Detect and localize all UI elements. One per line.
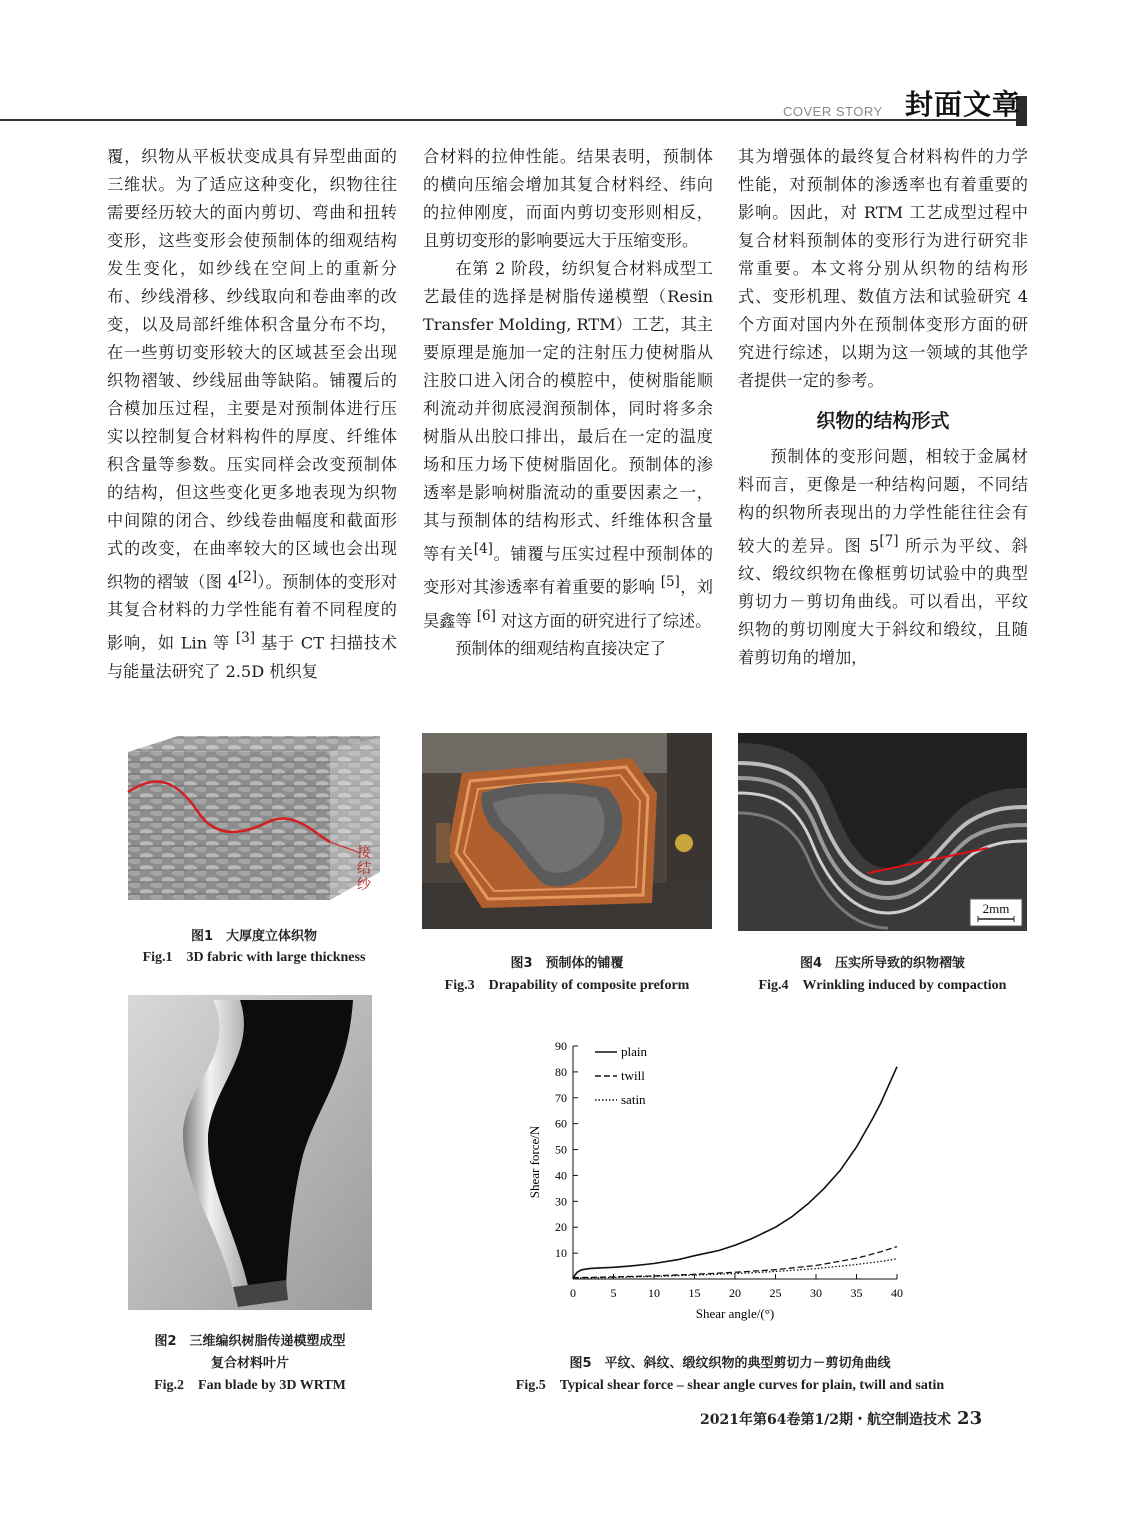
legend-label-satin: satin bbox=[621, 1092, 646, 1107]
y-tick-label: 40 bbox=[555, 1168, 567, 1183]
citation: [6] bbox=[476, 607, 496, 624]
y-tick-label: 60 bbox=[555, 1116, 567, 1131]
citation: [4] bbox=[473, 541, 493, 557]
figure-3-image bbox=[422, 733, 712, 929]
fig2-caption-cn-2: 复合材料叶片 bbox=[210, 1356, 289, 1371]
fig2-caption-cn-1: 图2 三维编织树脂传递模塑成型 bbox=[154, 1334, 346, 1349]
figure-2-image bbox=[128, 995, 372, 1310]
y-tick-label: 10 bbox=[555, 1246, 567, 1261]
x-tick-label: 5 bbox=[610, 1286, 617, 1300]
header-section-en: COVER STORY bbox=[783, 104, 883, 119]
legend-label-twill: twill bbox=[621, 1068, 645, 1083]
page-number: 23 bbox=[957, 1408, 983, 1429]
fig1-caption-cn: 图1 大厚度立体织物 bbox=[190, 929, 318, 944]
y-tick-label: 50 bbox=[555, 1142, 567, 1157]
x-tick-label: 10 bbox=[648, 1286, 660, 1300]
fig3-caption-en: Fig.3 Drapability of composite preform bbox=[444, 978, 690, 993]
fig4-scale-label: 2mm bbox=[982, 901, 1010, 916]
figure-1-image bbox=[118, 732, 390, 910]
x-tick-label: 35 bbox=[850, 1286, 863, 1300]
col2-paragraph-1: 合材料的拉伸性能。结果表明，预制体的横向压缩会增加其复合材料经、纬向的拉伸刚度，而面内剪切变形则相反，且剪切变形的影响要远大于压缩变形。 bbox=[423, 147, 713, 250]
x-tick-label: 25 bbox=[769, 1286, 782, 1300]
y-tick-label: 90 bbox=[555, 1039, 567, 1053]
x-tick-label: 20 bbox=[729, 1286, 741, 1300]
section-heading: 织物的结构形式 bbox=[816, 410, 950, 432]
x-axis-label: Shear angle/(°) bbox=[695, 1306, 775, 1321]
citation: [7] bbox=[879, 533, 899, 549]
x-tick-label: 40 bbox=[891, 1286, 903, 1300]
x-tick-label: 0 bbox=[570, 1286, 576, 1300]
y-tick-label: 30 bbox=[555, 1194, 567, 1209]
y-tick-label: 70 bbox=[555, 1090, 567, 1105]
fig1-caption-en: Fig.1 3D fabric with large thickness bbox=[142, 950, 366, 965]
header-section-cn: 封面文章 bbox=[905, 88, 1022, 121]
col3-paragraph-1: 其为增强体的最终复合材料构件的力学性能，对预制体的渗透率也有着重要的影响。因此，对 RTM 工艺成型过程中复合材料预制体的变形行为进行研究非常重要。本文将分别从织物的结构形式、变形机理、数值方法和试验研究 4 个方面对国内外在预制体变形方面的研究进行综述，以期为这一领域的其他学者提供一定的参考。 bbox=[738, 147, 1028, 390]
x-tick-label: 30 bbox=[810, 1286, 822, 1300]
fig5-caption-en: Fig.5 Typical shear force – shear angle curves for plain, twill and satin bbox=[515, 1378, 945, 1393]
y-axis-label: Shear force/N bbox=[527, 1125, 542, 1199]
legend-label-plain: plain bbox=[621, 1044, 647, 1059]
y-tick-label: 20 bbox=[555, 1220, 567, 1235]
citation: [3] bbox=[235, 630, 256, 647]
col1-paragraph: 覆，织物从平板状变成具有异型曲面的三维状。为了适应这种变化，织物往往需要经历较大的面内剪切、弯曲和扭转变形，这些变形会使预制体的细观结构发生变化，如纱线在空间上的重新分布、纱线滑移、纱线取向和卷曲率的改变，以及局部纤维体积含量分布不均，在一些剪切变形较大的区域甚至会出现织物褶皱、纱线屈曲等缺陷。铺覆后的合模加压过程，主要是对预制体进行压实以控制复合材料构件的厚度、纤维体积含量等参数。压实同样会改变预制体的结构，但这些变化更多地表现为织物中间隙的闭合、纱线卷曲幅度和截面形式的改变，在曲率较大的区域也会出现织物的褶皱（图 4[2]）。预制体的变形对其复合材料的力学性能有着不同程度的影响，如 Lin 等 [3] 基于 CT 扫描技术与能量法研究了 2.5D 机织复 bbox=[107, 147, 397, 681]
citation: [2] bbox=[237, 569, 258, 585]
page-footer bbox=[700, 1408, 982, 1429]
text-column-2 bbox=[423, 143, 713, 663]
footer-journal: 2021年第64卷第1/2期・航空制造技术 bbox=[700, 1412, 952, 1428]
figure-5-chart bbox=[505, 1030, 925, 1330]
header-rule bbox=[0, 119, 1027, 121]
shear-chart-svg bbox=[505, 1030, 925, 1330]
fig2-caption-en: Fig.2 Fan blade by 3D WRTM bbox=[154, 1378, 346, 1393]
col3-paragraph-2: 预制体的变形问题，相较于金属材料而言，更像是一种结构问题，不同结构的织物所表现出的力学性能往往会有较大的差异。图 5[7] 所示为平纹、斜纹、缎纹织物在像框剪切试验中的典型剪切力－剪切角曲线。可以看出，平纹织物的剪切刚度大于斜纹和缎纹，且随着剪切角的增加， bbox=[738, 447, 1028, 668]
fig4-caption-en: Fig.4 Wrinkling induced by compaction bbox=[758, 978, 1007, 993]
y-tick-label: 80 bbox=[555, 1064, 567, 1079]
x-tick-label: 15 bbox=[688, 1286, 701, 1300]
fig3-caption-cn: 图3 预制体的铺覆 bbox=[510, 956, 624, 971]
text-column-1 bbox=[107, 143, 397, 686]
text-column-3 bbox=[738, 143, 1028, 672]
fig4-caption-cn: 图4 压实所导致的织物褶皱 bbox=[799, 956, 966, 971]
fig5-caption-cn: 图5 平纹、斜纹、缎纹织物的典型剪切力－剪切角曲线 bbox=[569, 1356, 891, 1371]
citation: [5] bbox=[660, 574, 680, 591]
col2-paragraph-3: 预制体的细观结构直接决定了 bbox=[455, 639, 666, 659]
col2-paragraph-2: 在第 2 阶段，纺织复合材料成型工艺最佳的选择是树脂传递模塑（Resin Transfer Molding, RTM）工艺，其主要原理是施加一定的注射压力使树脂从注胶口进入闭合的模腔中，使树脂能顺利流动并彻底浸润预制体，同时将多余树脂从出胶口排出，最后在一定的温度场和压力场下使树脂固化。预制体的渗透率是影响树脂流动的重要因素之一，其与预制体的结构形式、纤维体积含量等有关[4]。铺覆与压实过程中预制体的变形对其渗透率有着重要的影响 [5]，刘昊鑫等 [6] 对这方面的研究进行了综述。 bbox=[423, 259, 714, 631]
fig1-label: 接结纱 bbox=[357, 845, 371, 893]
